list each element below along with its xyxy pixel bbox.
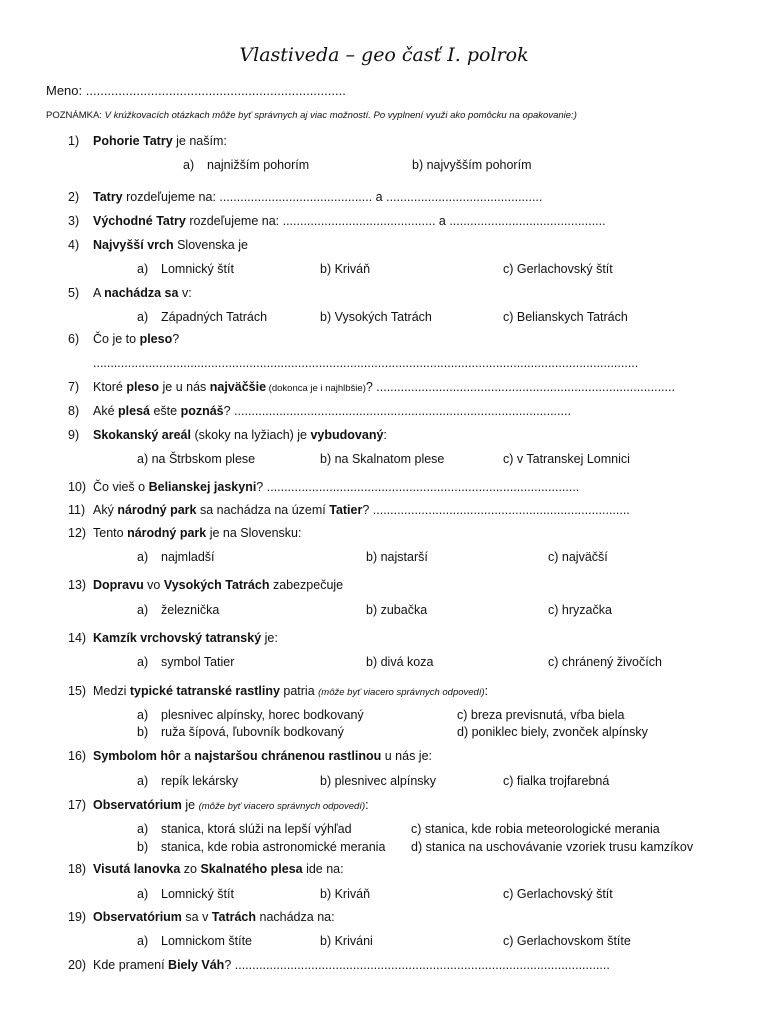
question-number: 18) [68,862,87,876]
question-text: rozdeľujeme na: ............................................ a ............................................. [122,190,543,204]
question-text: ešte [149,404,181,418]
option-a[interactable] [183,158,309,172]
question-9 [68,428,387,442]
question-number: 16) [68,749,87,763]
question-keyword: národný park [127,526,207,540]
question-text: a [180,749,195,763]
question-keyword: Symbolom hôr [93,749,181,763]
question-text: : [383,428,387,442]
question-15 [68,684,488,698]
question-number: 11) [68,503,86,517]
question-text: sa nachádza na území [196,503,330,517]
question-3 [68,214,606,228]
question-18 [68,862,344,876]
question-11 [68,503,630,517]
question-19 [68,910,335,924]
option-b[interactable] [137,725,344,739]
question-text: patria [279,684,319,698]
question-10 [68,480,579,494]
option-letter: a) [137,887,149,901]
option-d[interactable]: d) stanica na uschovávanie vzoriek trusu kamzíkov [411,840,694,854]
question-7 [68,380,675,394]
question-number: 2) [68,190,80,204]
answer-line[interactable]: ............................................................................................................................................................. [93,356,639,370]
option-text: Lomnický štít [161,887,234,901]
question-text: sa v [181,910,212,924]
question-12 [68,526,301,540]
question-text: ide na: [302,862,344,876]
name-field[interactable] [46,83,346,98]
question-text: A [93,286,105,300]
option-b[interactable]: b) divá koza [366,655,434,669]
question-keyword: Dopravu [93,578,144,592]
question-number: 3) [68,214,80,228]
question-4 [68,238,248,252]
question-keyword: Biely Váh [168,958,225,972]
question-number: 9) [68,428,80,442]
question-text: v: [178,286,192,300]
question-text: ? .......................................................................................... [256,480,580,494]
question-keyword: vybudovaný [310,428,384,442]
question-text: ? .......................................................................... [362,503,630,517]
option-c[interactable]: c) Gerlachovskom štíte [503,934,631,948]
question-keyword: národný park [117,503,197,517]
question-text: Ktoré [93,380,127,394]
question-text: je u nás [159,380,210,394]
question-16 [68,749,432,763]
option-c[interactable]: c) chránený živočích [548,655,662,669]
option-letter: b) [137,725,149,739]
question-number: 13) [68,578,87,592]
question-keyword: typické tatranské rastliny [129,684,280,698]
question-text: rozdeľujeme na: ............................................ a ............................................. [185,214,606,228]
question-keyword: najstaršou chránenou rastlinou [194,749,382,763]
question-keyword: Východné Tatry [93,214,186,228]
question-number: 12) [68,526,87,540]
question-1 [68,134,227,148]
question-text: zabezpečuje [269,578,344,592]
question-keyword: Observatórium [93,910,182,924]
question-text: ? ................................................................................................. [223,404,571,418]
option-a[interactable] [137,310,267,324]
question-13 [68,578,343,592]
option-letter: b) [137,840,149,854]
question-number: 4) [68,238,80,252]
question-keyword: Belianskej jaskyni [148,480,257,494]
question-20 [68,958,610,972]
question-17 [68,798,369,812]
option-c[interactable]: c) Belianskych Tatrách [503,310,628,324]
question-number: 14) [68,631,87,645]
option-text: stanica, ktorá slúži na lepší výhľad [161,822,352,836]
question-number: 1) [68,134,80,148]
question-14 [68,631,278,645]
question-keyword: nachádza sa [104,286,179,300]
option-text: stanica, kde robia astronomické merania [161,840,386,854]
option-text: Západných Tatrách [161,310,268,324]
question-keyword: pleso [139,332,173,346]
option-c[interactable]: c) breza previsnutá, vŕba biela [457,708,625,722]
question-text: Slovenska je [173,238,248,252]
question-text: Čo je to [93,332,140,346]
option-a[interactable] [137,822,352,836]
option-b[interactable]: b) Kriváň [320,262,371,276]
option-a[interactable] [137,655,234,669]
question-keyword: Observatórium [93,798,182,812]
question-keyword: Kamzík vrchovský tatranský [93,631,262,645]
option-text: Lomnický štít [161,262,234,276]
option-c[interactable]: c) Gerlachovský štít [503,887,613,901]
page-title: Vlastiveda – geo časť I. polrok [239,44,529,66]
option-text: ruža šípová, ľubovník bodkovaný [161,725,344,739]
option-letter: a) [137,603,149,617]
note-text: V krúžkovacích otázkach môže byť správnych aj viac možností. Po vyplnení využi ako pomôcku na opakovanie:) [104,110,577,121]
question-text: je: [261,631,278,645]
question-text: ? ............................................................................................................ [224,958,610,972]
question-text: Čo vieš o [93,480,149,494]
option-c[interactable]: c) hryzačka [548,603,612,617]
option-b[interactable]: b) najvyšším pohorím [412,158,532,172]
option-b[interactable]: b) na Skalnatom plese [320,452,445,466]
option-c[interactable]: c) najväčší [548,550,608,564]
option-a[interactable] [137,708,364,722]
question-8 [68,404,571,418]
question-text: u nás je: [381,749,432,763]
question-number: 15) [68,684,87,698]
question-keyword: Skokanský areál [93,428,191,442]
question-6 [68,332,179,346]
option-letter: a) [137,708,149,722]
question-text: nachádza na: [256,910,335,924]
question-text: Medzi [93,684,130,698]
option-a[interactable] [137,550,215,564]
question-text: vo [143,578,164,592]
option-a[interactable] [137,774,238,788]
question-text: ? [172,332,180,346]
question-keyword: plesá [118,404,150,418]
question-keyword: Tatier [329,503,363,517]
question-text: Tento [93,526,128,540]
question-text: je [181,798,199,812]
question-text: (skoky na lyžiach) je [191,428,311,442]
option-text: železnička [161,603,220,617]
question-text: Kde pramení [93,958,169,972]
option-c[interactable]: c) stanica, kde robia meteorologické merania [411,822,660,836]
option-text: najnižším pohorím [207,158,310,172]
option-b[interactable]: b) Vysokých Tatrách [320,310,432,324]
option-c[interactable]: c) Gerlachovský štít [503,262,613,276]
option-c[interactable]: c) fialka trojfarebná [503,774,610,788]
question-text: : [484,684,489,698]
option-a[interactable] [137,887,234,901]
question-number: 10) [68,480,87,494]
question-text: Aký [93,503,118,517]
question-keyword: Vysokých Tatrách [163,578,270,592]
option-b[interactable]: b) plesnivec alpínsky [320,774,437,788]
question-text: : [365,798,369,812]
option-a[interactable] [137,262,234,276]
question-keyword: najväčšie [209,380,267,394]
option-letter: a) [137,310,149,324]
question-keyword: Visutá lanovka [93,862,181,876]
option-text: repík lekársky [161,774,239,788]
question-5 [68,286,192,300]
option-letter: a) [137,934,149,948]
question-text: zo [180,862,201,876]
question-text: Aké [93,404,119,418]
question-number: 17) [68,798,87,812]
option-letter: a) [137,822,149,836]
question-number: 20) [68,958,87,972]
question-keyword: Najvyšší vrch [93,238,174,252]
option-a[interactable] [137,934,252,948]
note-label: POZNÁMKA: [46,110,102,121]
question-note: (môže byť viacero správnych odpovedí) [318,687,485,698]
question-text: je na Slovensku: [206,526,302,540]
question-number: 19) [68,910,87,924]
question-keyword: Skalnatého plesa [200,862,303,876]
question-number: 8) [68,404,80,418]
option-text: Lomnickom štíte [161,934,253,948]
question-keyword: Pohorie Tatry [93,134,173,148]
question-keyword: Tatry [93,190,123,204]
option-b[interactable]: b) zubačka [366,603,428,617]
question-number: 6) [68,332,80,346]
option-letter: a) [137,262,149,276]
question-note: (môže byť viacero správnych odpovedí) [198,801,366,812]
option-letter: a) [137,655,149,669]
option-b[interactable]: b) Kriváni [320,934,373,948]
note [46,110,577,121]
question-keyword: pleso [126,380,160,394]
name-blank: ........................................................................ [85,83,346,98]
question-keyword: Tatrách [211,910,257,924]
question-2 [68,190,542,204]
option-c[interactable]: c) v Tatranskej Lomnici [503,452,630,466]
question-number: 7) [68,380,80,394]
option-text: najmladší [161,550,215,564]
option-letter: a) [137,774,149,788]
option-d[interactable]: d) poniklec biely, zvonček alpínsky [457,725,648,739]
name-label: Meno: [46,83,83,98]
question-text: ? ...................................................................................... [365,380,675,394]
question-keyword: poznáš [180,404,224,418]
option-letter: a) [183,158,195,172]
option-b[interactable] [137,840,385,854]
option-letter: a) [137,550,149,564]
option-b[interactable]: b) najstarší [366,550,428,564]
option-text: symbol Tatier [161,655,235,669]
option-a[interactable] [137,603,219,617]
option-b[interactable]: b) Kriváň [320,887,371,901]
question-note: (dokonca je i najhlbšie) [266,383,366,394]
option-text: plesnivec alpínsky, horec bodkovaný [161,708,364,722]
option-a[interactable]: a) na Štrbskom plese [137,452,256,466]
question-text: je naším: [172,134,227,148]
question-number: 5) [68,286,80,300]
